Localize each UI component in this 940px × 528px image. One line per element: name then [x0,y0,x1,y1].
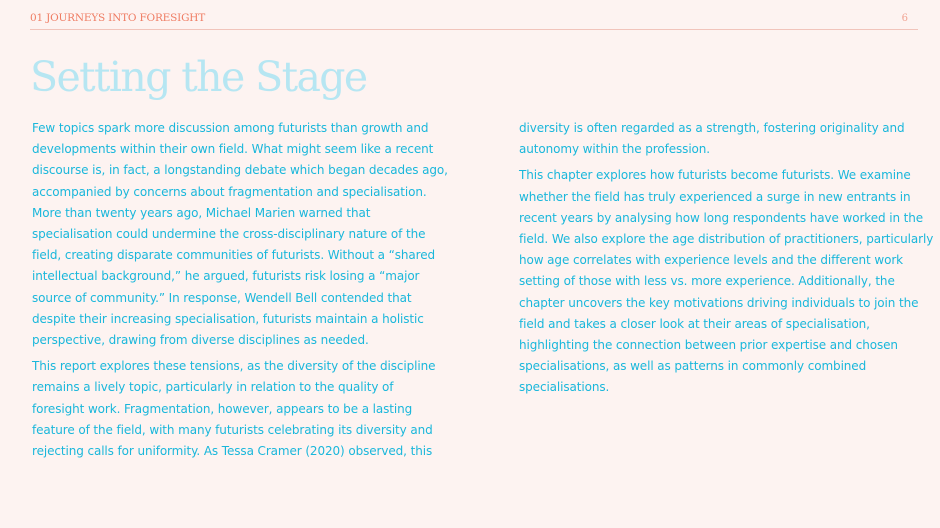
text-line: remains a lively topic, particularly in relation to the quality of [32,380,394,395]
page-number: 6 [901,13,908,24]
text-line: Few topics spark more discussion among futurists than growth and [32,121,429,135]
page-header [30,0,918,30]
text-line: chapter uncovers the key motivations driving individuals to join the [519,295,919,310]
text-line: field, creating disparate communities of futurists. Without a “shared [32,248,436,263]
text-line: foresight work. Fragmentation, however, appears to be a lasting [32,401,413,416]
text-line: intellectual background,” he argued, futurists risk losing a “major [32,269,420,284]
text-line: despite their increasing specialisation, futurists maintain a holistic [32,311,424,326]
text-line: perspective, drawing from diverse disciplines as needed. [32,333,369,348]
text-line: setting of those with less vs. more experience. Additionally, the [519,274,895,289]
left-column [32,118,448,467]
text-line: accompanied by concerns about fragmentation and specialisation. [32,184,427,199]
text-line: This chapter explores how futurists become futurists. We examine [519,168,911,183]
text-line: whether the field has truly experienced a surge in new entrants in [519,189,911,204]
text-line: rejecting calls for uniformity. As Tessa Cramer (2020) observed, this [32,444,433,459]
paragraph [32,118,448,351]
page-title: Setting the Stage [30,53,367,101]
text-line: highlighting the connection between prior expertise and chosen [519,338,898,353]
paragraph [519,165,934,398]
text-line: recent years by analysing how long respondents have worked in the [519,210,924,225]
paragraph [32,356,436,462]
text-line: field and takes a closer look at their areas of specialisation, [519,316,870,331]
text-line: field. We also explore the age distribution of practitioners, particularly [519,232,934,247]
text-line: More than twenty years ago, Michael Marien warned that [32,205,371,220]
text-line: diversity is often regarded as a strength, fostering originality and [519,121,905,135]
text-line: source of community.” In response, Wendell Bell contended that [32,290,412,305]
right-column [519,118,934,404]
paragraph [519,118,914,160]
text-line: developments within their own field. What might seem like a recent [32,142,434,157]
text-line: how age correlates with experience levels and the different work [519,253,903,268]
text-line: autonomy within the profession. [519,142,711,157]
text-line: feature of the field, with many futurists celebrating its diversity and [32,422,433,437]
text-line: specialisations, as well as patterns in commonly combined [519,359,867,374]
text-line: discourse is, in fact, a longstanding debate which began decades ago, [32,163,448,178]
text-line: specialisation could undermine the cross-disciplinary nature of the [32,227,426,242]
text-line: This report explores these tensions, as the diversity of the discipline [32,359,436,374]
section-label: 01 JOURNEYS INTO FORESIGHT [30,12,206,24]
text-line: specialisations. [519,380,610,395]
